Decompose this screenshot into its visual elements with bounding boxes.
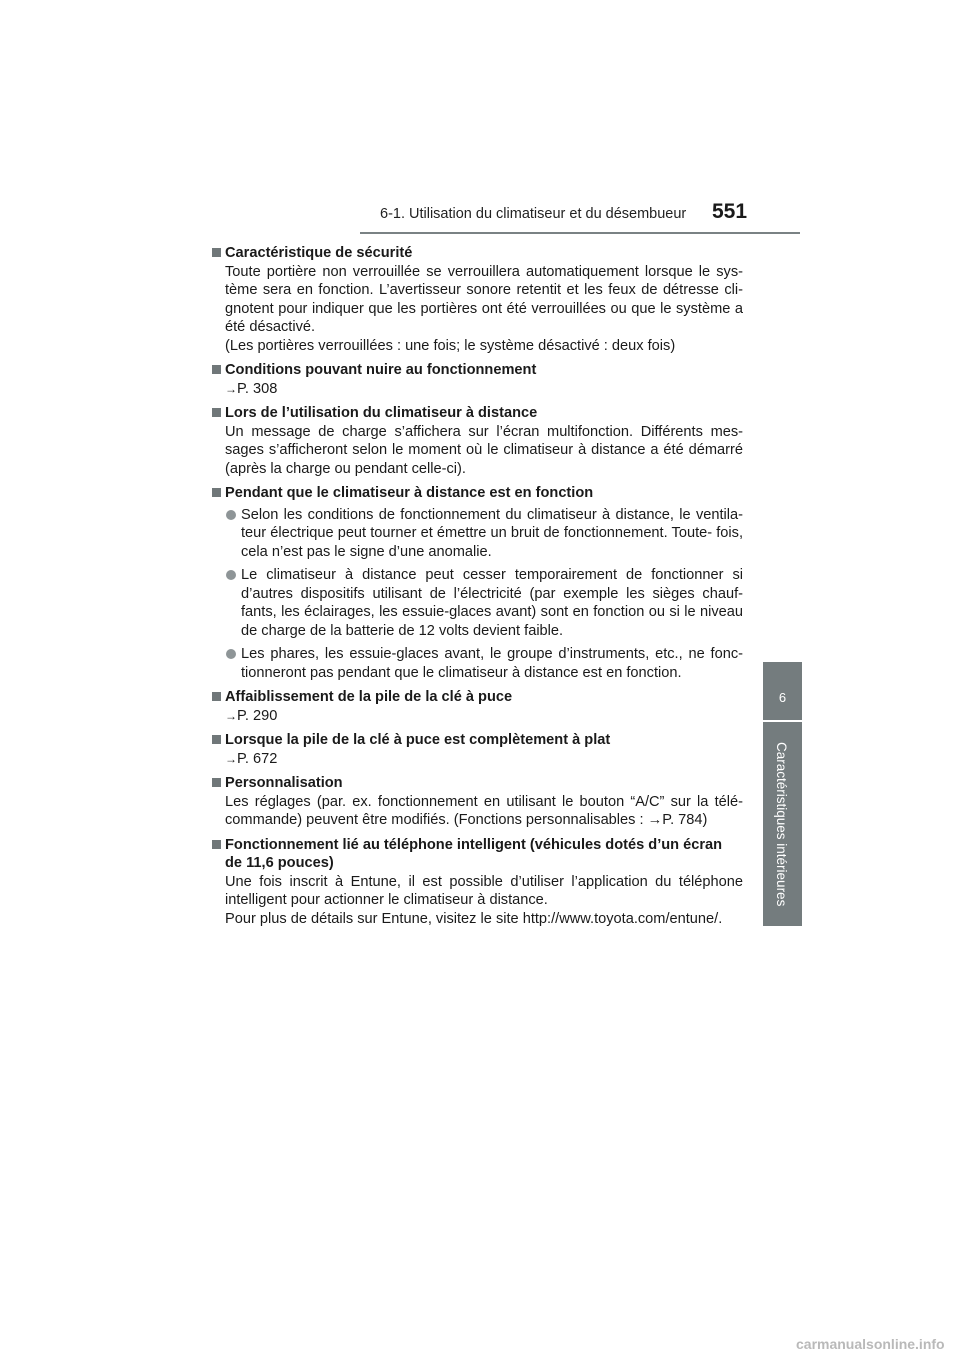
section-title: Conditions pouvant nuire au fonctionnement	[225, 362, 537, 378]
square-bullet-icon	[212, 735, 221, 744]
paragraph: Les réglages (par. ex. fonctionnement en utilisant le bouton “A/C” sur la télé- commande) peuvent être modifiés. (Fonctions personnalisables : →P. 784)	[225, 793, 743, 828]
list-item-text: Selon les conditions de fonctionnement du climatiseur à distance, le ventila- teur électrique peut tourner et émettre un bruit de fonctionnement. Toute- fois, cela n’est pas le signe d’une anomalie.	[241, 506, 743, 560]
side-tab-divider	[763, 720, 802, 722]
section-title: Pendant que le climatiseur à distance est en fonction	[225, 485, 594, 501]
chapter-label: Caractéristiques intérieures	[774, 742, 789, 907]
section-en-fonction	[210, 484, 743, 682]
section-affaiblissement	[210, 688, 743, 725]
paragraph: Un message de charge s’affichera sur l’écran multifonction. Différents mes- sages s’afficheront selon le moment où le climatiseur à distance a été démarré (après la charge ou pendant celle-ci).	[225, 423, 743, 477]
section-conditions	[210, 361, 743, 398]
section-heading	[210, 484, 743, 503]
section-heading	[210, 774, 743, 793]
page-reference-link[interactable]: P. 672	[237, 750, 278, 767]
square-bullet-icon	[212, 248, 221, 257]
arrow-right-icon: →	[225, 381, 237, 396]
square-bullet-icon	[212, 778, 221, 787]
arrow-right-icon: →	[225, 708, 237, 723]
square-bullet-icon	[212, 365, 221, 374]
page-reference-link[interactable]: P. 290	[237, 707, 278, 724]
square-bullet-icon	[212, 692, 221, 701]
chapter-title: 6-1. Utilisation du climatiseur et du désembueur	[380, 206, 687, 222]
paragraph: Pour plus de détails sur Entune, visitez le site http://www.toyota.com/entune/.	[225, 910, 723, 927]
section-title: Caractéristique de sécurité	[225, 245, 413, 261]
section-heading	[210, 688, 743, 707]
page-reference	[210, 707, 743, 726]
section-personnalisation	[210, 774, 743, 830]
square-bullet-icon	[212, 408, 221, 417]
section-title: Lorsque la pile de la clé à puce est complètement à plat	[225, 732, 611, 748]
arrow-right-icon: →	[225, 751, 237, 766]
list-item	[210, 506, 743, 562]
section-heading	[210, 404, 743, 423]
list-item-text: Le climatiseur à distance peut cesser temporairement de fonctionner si d’autres dispositifs utilisant de l’électricité (par exemple les sièges chauf- fants, les éclairages, les essuie-glaces avant) sont en fonction ou si le niveau de charge de la batterie de 12 volts devient faible.	[241, 567, 743, 639]
section-title: Fonctionnement lié au téléphone intelligent (véhicules dotés d’un écran de 11,6 pouces)	[225, 836, 723, 871]
circle-bullet-icon	[226, 570, 236, 580]
paragraph: Une fois inscrit à Entune, il est possible d’utiliser l’application du téléphone intelligent pour actionner le climatiseur à distance.	[225, 873, 743, 908]
section-heading	[210, 361, 743, 380]
section-securite	[210, 244, 743, 355]
circle-bullet-icon	[226, 510, 236, 520]
circle-bullet-icon	[226, 649, 236, 659]
list-item-text: Les phares, les essuie-glaces avant, le groupe d’instruments, etc., ne fonc- tionneront pas pendant que le climatiseur à distance est en fonction.	[241, 646, 743, 681]
chapter-side-tab	[763, 662, 802, 926]
section-pile-a-plat	[210, 731, 743, 768]
paragraph: Toute portière non verrouillée se verrouillera automatiquement lorsque le sys- tème sera en fonction. L’avertisseur sonore retentit et les feux de détresse cli- gnotent pour indiquer que les portières ont été verrouillées ou que le système a été désactivé.	[225, 263, 743, 335]
section-utilisation	[210, 404, 743, 478]
section-heading	[210, 244, 743, 263]
page-content	[210, 244, 743, 934]
section-telephone	[210, 836, 743, 929]
list-item	[210, 566, 743, 640]
list-item	[210, 645, 743, 682]
section-title: Lors de l’utilisation du climatiseur à distance	[225, 405, 538, 421]
page-number: 551	[712, 200, 748, 223]
section-heading	[210, 836, 743, 873]
section-title: Affaiblissement de la pile de la clé à puce	[225, 689, 513, 705]
page-reference	[210, 380, 743, 399]
page-reference	[210, 750, 743, 769]
header-divider	[360, 232, 800, 234]
section-heading	[210, 731, 743, 750]
square-bullet-icon	[212, 488, 221, 497]
section-title: Personnalisation	[225, 775, 343, 791]
paragraph: (Les portières verrouillées : une fois; le système désactivé : deux fois)	[225, 337, 676, 354]
page-reference-link[interactable]: P. 308	[237, 380, 278, 397]
square-bullet-icon	[212, 840, 221, 849]
watermark: carmanualsonline.info	[796, 1336, 945, 1352]
chapter-number: 6	[778, 690, 787, 705]
